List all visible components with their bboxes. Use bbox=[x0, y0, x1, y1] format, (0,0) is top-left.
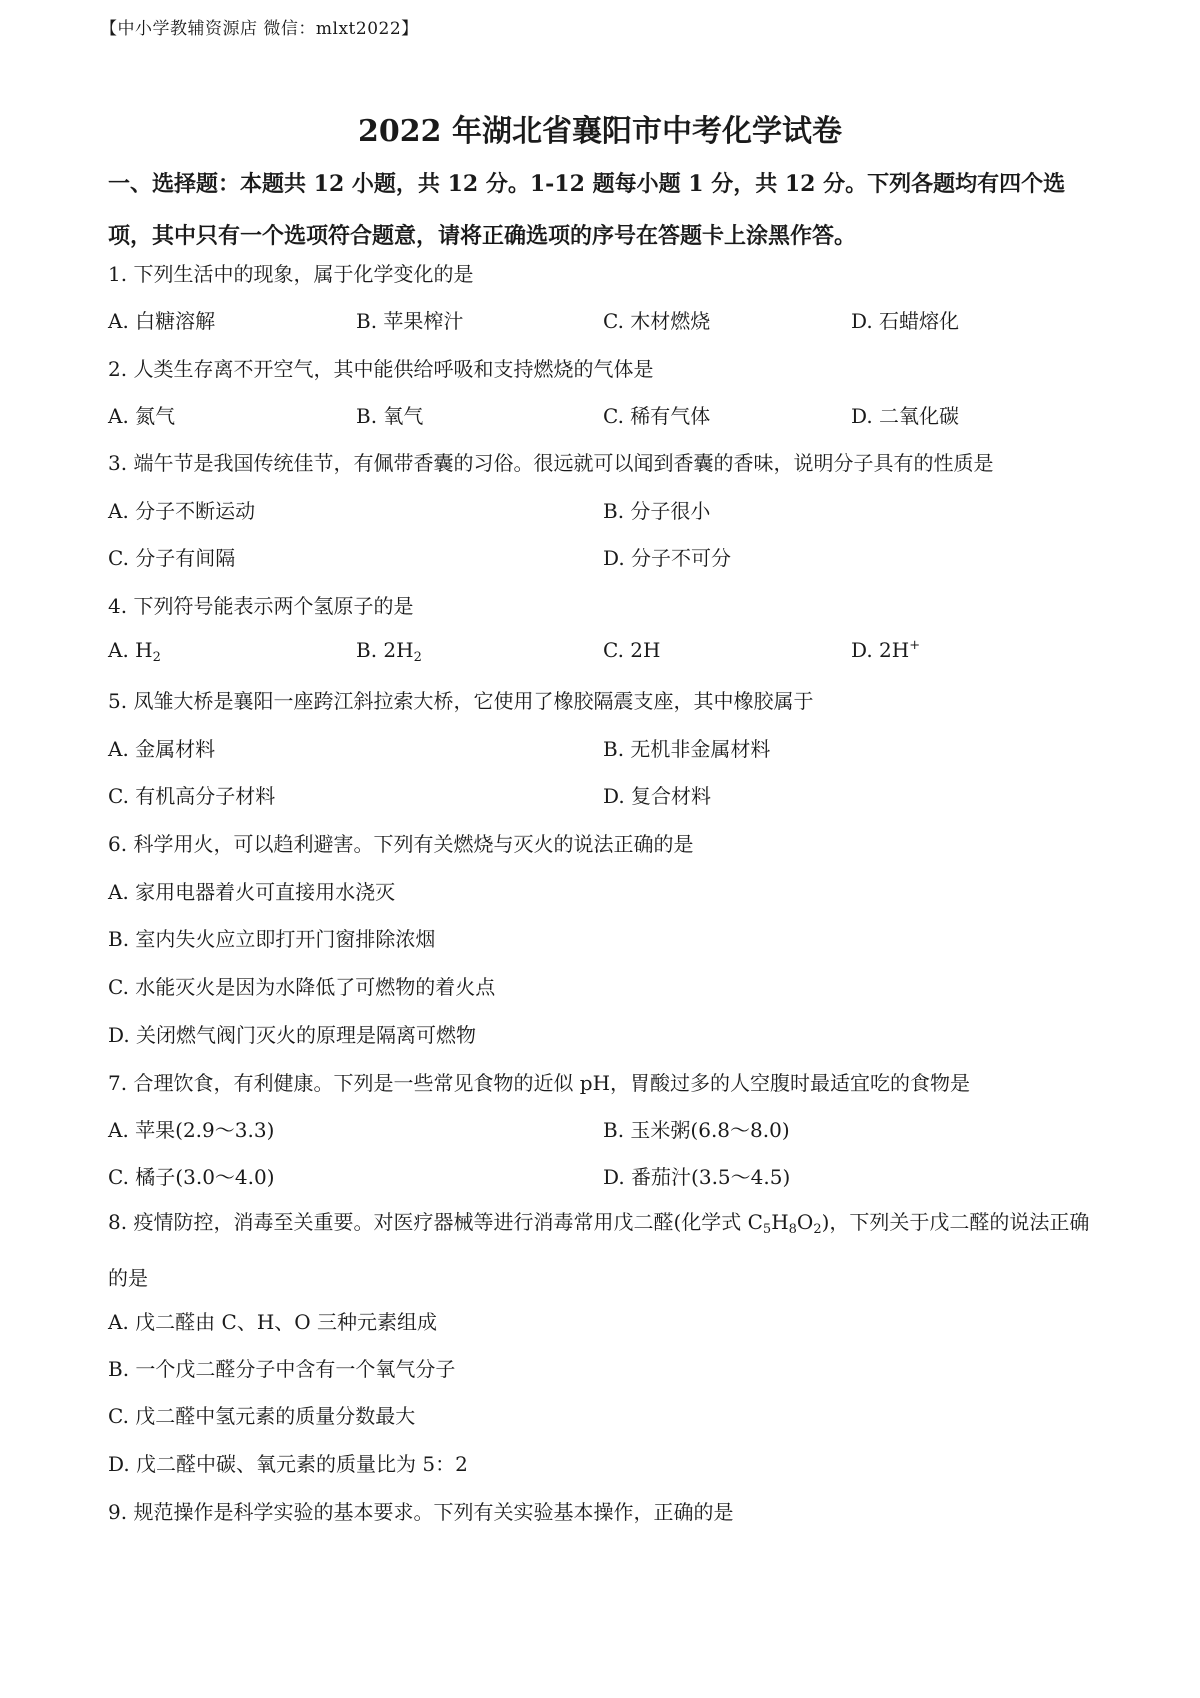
question-3-option-d: D. 分子不可分 bbox=[603, 546, 732, 570]
question-1-stem: 1. 下列生活中的现象，属于化学变化的是 bbox=[108, 262, 474, 286]
question-8-option-a: A. 戊二醛由 C、H、O 三种元素组成 bbox=[108, 1310, 438, 1334]
question-4-option-a bbox=[108, 638, 161, 665]
question-2-option-d: D. 二氧化碳 bbox=[851, 404, 960, 428]
question-8-option-d: D. 戊二醛中碳、氧元素的质量比为 5：2 bbox=[108, 1452, 468, 1476]
question-8-stem bbox=[108, 1198, 1104, 1302]
formula-text: O bbox=[796, 1210, 814, 1234]
question-2-option-c: C. 稀有气体 bbox=[603, 404, 711, 428]
question-1-option-c: C. 木材燃烧 bbox=[603, 309, 711, 333]
question-6-option-b: B. 室内失火应立即打开门窗排除浓烟 bbox=[108, 927, 436, 951]
question-3-option-b: B. 分子很小 bbox=[603, 499, 711, 523]
question-6-option-a: A. 家用电器着火可直接用水浇灭 bbox=[108, 880, 396, 904]
question-5-option-c: C. 有机高分子材料 bbox=[108, 784, 276, 808]
question-1-option-b: B. 苹果榨汁 bbox=[356, 309, 464, 333]
question-6-option-c: C. 水能灭火是因为水降低了可燃物的着火点 bbox=[108, 975, 496, 999]
formula-text: B. 2H bbox=[356, 638, 414, 662]
question-3-stem: 3. 端午节是我国传统佳节，有佩带香囊的习俗。很远就可以闻到香囊的香味，说明分子具有的性质是 bbox=[108, 451, 994, 475]
formula-text: D. 2H bbox=[851, 638, 910, 662]
question-8-option-c: C. 戊二醛中氢元素的质量分数最大 bbox=[108, 1404, 416, 1428]
formula-text: H bbox=[771, 1210, 789, 1234]
question-7-stem: 7. 合理饮食，有利健康。下列是一些常见食物的近似 pH，胃酸过多的人空腹时最适宜吃的食物是 bbox=[108, 1071, 971, 1095]
watermark: 【中小学教辅资源店 微信：mlxt2022】 bbox=[100, 19, 419, 39]
formula-subscript: 8 bbox=[788, 1222, 797, 1237]
question-1-option-d: D. 石蜡熔化 bbox=[851, 309, 960, 333]
question-8-option-b: B. 一个戊二醛分子中含有一个氧气分子 bbox=[108, 1357, 456, 1381]
formula-subscript: 2 bbox=[152, 650, 161, 665]
formula-subscript: 5 bbox=[762, 1222, 772, 1237]
question-7-option-b: B. 玉米粥(6.8～8.0) bbox=[603, 1118, 790, 1142]
page-title: 2022 年湖北省襄阳市中考化学试卷 bbox=[358, 114, 842, 149]
question-9-stem: 9. 规范操作是科学实验的基本要求。下列有关实验基本操作，正确的是 bbox=[108, 1500, 734, 1524]
question-2-stem: 2. 人类生存离不开空气，其中能供给呼吸和支持燃烧的气体是 bbox=[108, 357, 654, 381]
section-heading: 一、选择题：本题共 12 小题，共 12 分。1-12 题每小题 1 分，共 12 分。下列各题均有四个选项，其中只有一个选项符合题意，请将正确选项的序号在答题卡上涂黑作答。 bbox=[108, 171, 1066, 249]
question-7-option-d: D. 番茄汁(3.5～4.5) bbox=[603, 1165, 791, 1189]
question-5-option-b: B. 无机非金属材料 bbox=[603, 737, 771, 761]
question-6-stem: 6. 科学用火，可以趋利避害。下列有关燃烧与灭火的说法正确的是 bbox=[108, 832, 694, 856]
formula-text: A. H bbox=[108, 638, 153, 662]
question-4-option-d bbox=[851, 638, 920, 662]
question-2-option-a: A. 氮气 bbox=[108, 404, 176, 428]
question-4-option-b bbox=[356, 638, 422, 665]
question-4-stem: 4. 下列符号能表示两个氢原子的是 bbox=[108, 594, 414, 618]
question-5-option-a: A. 金属材料 bbox=[108, 737, 216, 761]
question-1-option-a: A. 白糖溶解 bbox=[108, 309, 216, 333]
question-7-option-c: C. 橘子(3.0～4.0) bbox=[108, 1165, 275, 1189]
question-2-option-b: B. 氧气 bbox=[356, 404, 424, 428]
question-3-option-a: A. 分子不断运动 bbox=[108, 499, 256, 523]
question-4-option-c: C. 2H bbox=[603, 638, 661, 662]
formula-superscript: + bbox=[909, 638, 921, 653]
question-3-option-c: C. 分子有间隔 bbox=[108, 546, 236, 570]
question-5-option-d: D. 复合材料 bbox=[603, 784, 712, 808]
question-6-option-d: D. 关闭燃气阀门灭火的原理是隔离可燃物 bbox=[108, 1023, 477, 1047]
question-7-option-a: A. 苹果(2.9～3.3) bbox=[108, 1118, 275, 1142]
stem-text: )，下列关于戊二醛的说法正确的是 bbox=[108, 1210, 1090, 1290]
question-5-stem: 5. 凤雏大桥是襄阳一座跨江斜拉索大桥，它使用了橡胶隔震支座，其中橡胶属于 bbox=[108, 689, 814, 713]
formula-subscript: 2 bbox=[413, 650, 422, 665]
formula-subscript: 2 bbox=[813, 1222, 822, 1237]
stem-text: 8. 疫情防控，消毒至关重要。对医疗器械等进行消毒常用戊二醛(化学式 C bbox=[108, 1210, 763, 1234]
